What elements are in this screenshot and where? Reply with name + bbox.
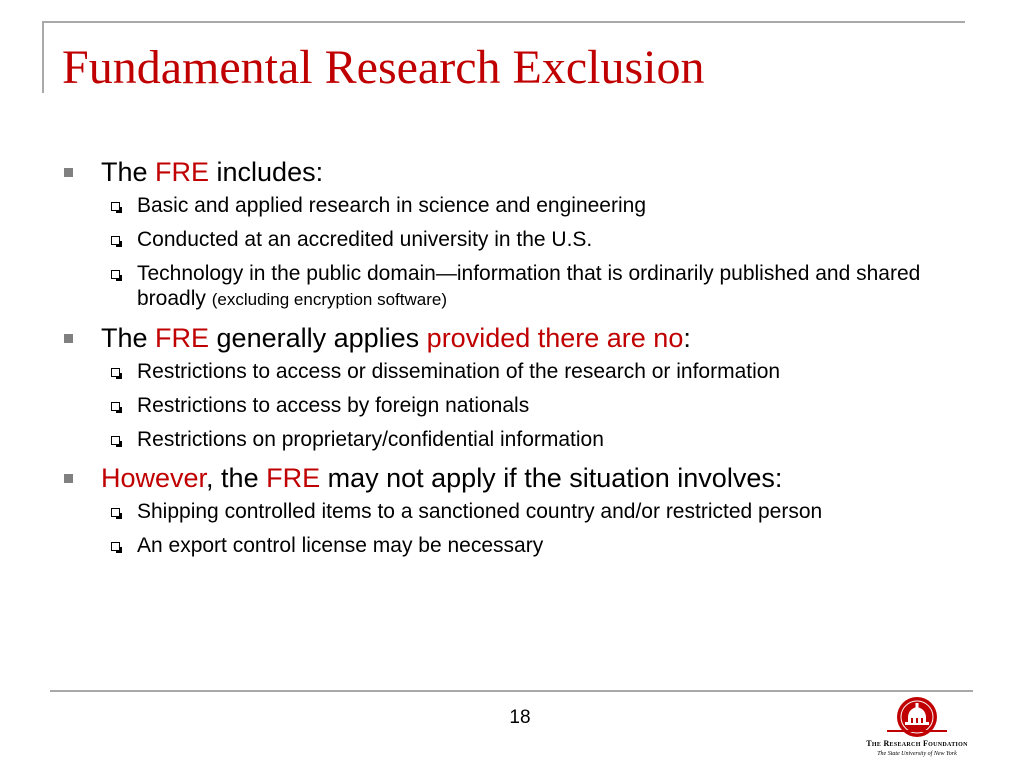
sub-item-text: Conducted at an accredited university in the U.S.	[137, 228, 593, 251]
dome-seal-icon	[862, 695, 972, 739]
sub-item-text: Restrictions to access or dissemination of the research or information	[137, 360, 781, 383]
sub-item-note: (excluding encryption software)	[211, 290, 447, 309]
sub-item	[62, 499, 937, 524]
bullet-3-text-b: may not apply if the situation involves:	[320, 463, 783, 493]
bullet-1-text-b: includes:	[209, 157, 324, 187]
checkbox-bullet-icon	[111, 236, 120, 245]
sub-item	[62, 393, 982, 418]
sub-item	[62, 427, 982, 452]
sub-item-text: Basic and applied research in science and engineering	[137, 194, 647, 217]
bullet-3-fre: FRE	[266, 463, 321, 493]
logo-subtitle: The State University of New York	[877, 751, 957, 757]
sub-item-text: Shipping controlled items to a sanctioned country and/or restricted person	[137, 500, 823, 523]
bullet-2	[62, 321, 982, 355]
sub-item	[62, 227, 982, 252]
bullet-2-fre: FRE	[155, 323, 210, 353]
sub-item	[62, 193, 982, 218]
square-bullet-icon	[64, 334, 73, 343]
sub-item-text: An export control license may be necessary	[137, 534, 544, 557]
sub-item	[62, 533, 982, 558]
bullet-1-text-a: The	[101, 157, 156, 187]
bullet-1	[62, 155, 982, 189]
checkbox-bullet-icon	[111, 508, 120, 517]
bullet-3	[62, 461, 982, 495]
footer-rule	[50, 690, 973, 692]
sub-item-text: Technology in the public domain—information that is ordinarily published and shared broadly	[137, 262, 921, 310]
left-frame-rule	[42, 21, 44, 93]
checkbox-bullet-icon	[111, 402, 120, 411]
bullet-2-sublist	[62, 359, 982, 452]
research-foundation-logo	[862, 695, 972, 765]
bullet-3-however: However	[101, 463, 207, 493]
checkbox-bullet-icon	[111, 270, 120, 279]
square-bullet-icon	[64, 168, 73, 177]
slide-title: Fundamental Research Exclusion	[62, 41, 705, 94]
square-bullet-icon	[64, 474, 73, 483]
page-number: 18	[509, 707, 531, 728]
checkbox-bullet-icon	[111, 436, 120, 445]
sub-item	[62, 359, 937, 384]
sub-item-text: Restrictions to access by foreign nationals	[137, 394, 530, 417]
checkbox-bullet-icon	[111, 542, 120, 551]
logo-name: The Research Foundation	[866, 739, 968, 748]
top-frame-rule	[42, 21, 965, 23]
sub-item-text: Restrictions on proprietary/confidential information	[137, 428, 604, 451]
bullet-2-text-c: :	[683, 323, 691, 353]
bullet-2-text-b: generally applies	[209, 323, 427, 353]
bullet-2-text-a: The	[101, 323, 156, 353]
bullet-1-sublist	[62, 193, 982, 312]
sub-item	[62, 261, 937, 312]
checkbox-bullet-icon	[111, 368, 120, 377]
bullet-1-fre: FRE	[155, 157, 210, 187]
bullet-3-sublist	[62, 499, 982, 558]
bullet-2-emphasis: provided there are no	[426, 323, 684, 353]
slide-body	[62, 155, 982, 567]
bullet-3-text-a: , the	[206, 463, 267, 493]
checkbox-bullet-icon	[111, 202, 120, 211]
